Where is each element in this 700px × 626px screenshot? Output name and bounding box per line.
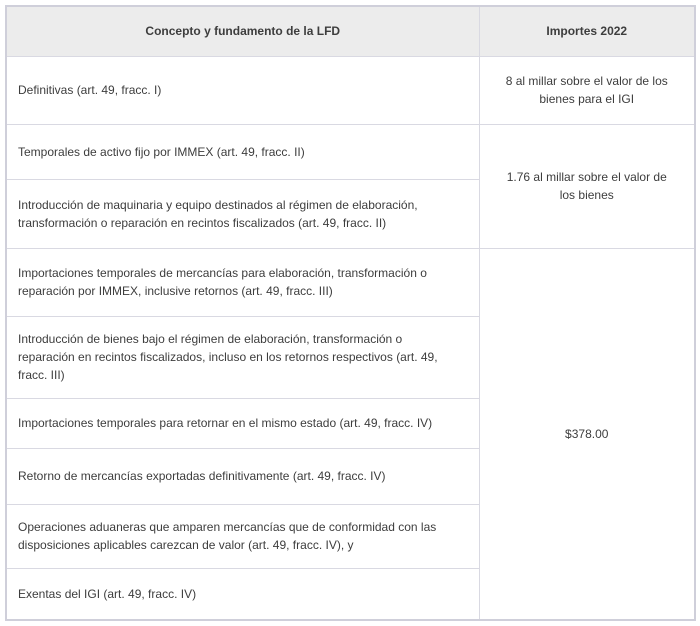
concept-cell: Retorno de mercancías exportadas definitivamente (art. 49, fracc. IV) [6,448,479,504]
table-row [6,248,695,316]
table-row [6,124,695,179]
table-row [6,56,695,124]
importe-cell: $378.00 [479,248,695,620]
concept-cell: Introducción de bienes bajo el régimen de elaboración, transformación o reparación en recintos fiscalizados, incluso en los retornos respectivos (art. 49, fracc. III) [6,316,479,398]
concept-cell: Temporales de activo fijo por IMMEX (art. 49, fracc. II) [6,124,479,179]
concept-cell: Importaciones temporales de mercancías para elaboración, transformación o reparación por IMMEX, inclusive retornos (art. 49, fracc. III) [6,248,479,316]
importe-cell: 1.76 al millar sobre el valor de los bienes [479,124,695,248]
header-row [6,6,695,56]
concept-cell: Operaciones aduaneras que amparen mercancías que de conformidad con las disposiciones aplicables carezcan de valor (art. 49, fracc. IV), y [6,504,479,568]
concept-cell: Exentas del IGI (art. 49, fracc. IV) [6,568,479,620]
importe-cell: 8 al millar sobre el valor de los bienes para el IGI [479,56,695,124]
lfd-importes-table [5,5,696,621]
concept-cell: Definitivas (art. 49, fracc. I) [6,56,479,124]
concept-cell: Importaciones temporales para retornar en el mismo estado (art. 49, fracc. IV) [6,398,479,448]
concept-cell: Introducción de maquinaria y equipo destinados al régimen de elaboración, transformación o reparación en recintos fiscalizados (art. 49, fracc. II) [6,179,479,248]
importe-header-cell: Importes 2022 [479,6,695,56]
concept-header-cell: Concepto y fundamento de la LFD [6,6,479,56]
